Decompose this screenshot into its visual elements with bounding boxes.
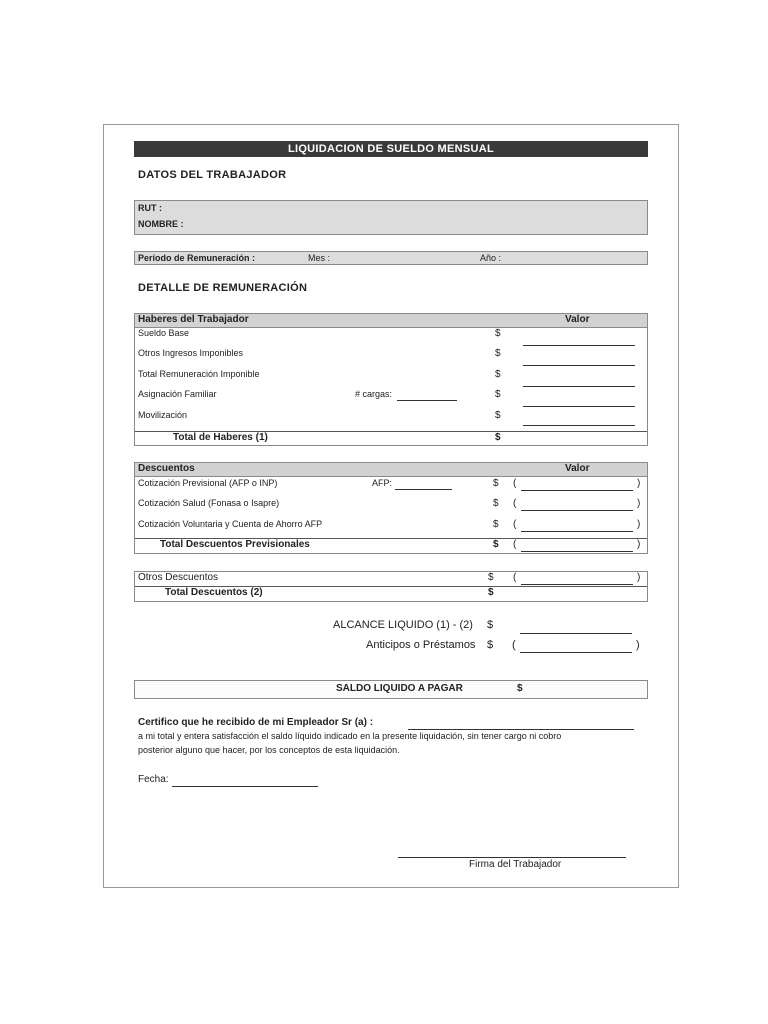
saldo-liquido-box bbox=[134, 680, 648, 699]
dollar-sign: $ bbox=[493, 478, 499, 489]
firma-label: Firma del Trabajador bbox=[469, 859, 562, 870]
descuentos-table bbox=[134, 462, 648, 554]
dollar-sign: $ bbox=[495, 328, 501, 339]
close-paren: ) bbox=[637, 539, 641, 550]
otros-descuentos-box bbox=[134, 571, 648, 602]
salud-value-line bbox=[521, 510, 633, 511]
rut-label: RUT : bbox=[138, 203, 162, 213]
dollar-sign: $ bbox=[487, 619, 494, 631]
haberes-row-otros-ingresos: Otros Ingresos Imponibles bbox=[138, 348, 244, 358]
total-imponible-value-line bbox=[523, 386, 635, 387]
dollar-sign: $ bbox=[495, 348, 501, 359]
sueldo-base-value-line bbox=[523, 345, 635, 346]
anio-label: Año : bbox=[480, 253, 502, 263]
haberes-valor-header: Valor bbox=[565, 314, 590, 325]
open-paren: ( bbox=[513, 572, 517, 583]
open-paren: ( bbox=[513, 478, 517, 489]
close-paren: ) bbox=[636, 639, 640, 651]
haberes-header: Haberes del Trabajador bbox=[138, 314, 249, 325]
voluntaria-value-line bbox=[521, 531, 633, 532]
dollar-sign: $ bbox=[495, 410, 501, 421]
haberes-row-movilizacion: Movilización bbox=[138, 410, 188, 420]
detalle-heading: DETALLE DE REMUNERACIÓN bbox=[138, 282, 308, 294]
form-title: LIQUIDACION DE SUELDO MENSUAL bbox=[134, 141, 648, 157]
saldo-liquido-label: SALDO LIQUIDO A PAGAR bbox=[336, 683, 463, 694]
asignacion-value-line bbox=[523, 406, 635, 407]
descuentos-header-row bbox=[135, 463, 647, 477]
alcance-liquido-value-line bbox=[520, 633, 632, 634]
otros-descuentos-value-line bbox=[521, 584, 633, 585]
haberes-row-asignacion-familiar: Asignación Familiar bbox=[138, 389, 217, 399]
certifico-heading: Certifico que he recibido de mi Empleador Sr (a) : bbox=[138, 717, 374, 728]
dollar-sign: $ bbox=[495, 369, 501, 380]
previsional-value-line bbox=[521, 490, 633, 491]
dollar-sign: $ bbox=[495, 432, 501, 443]
dollar-sign: $ bbox=[517, 683, 523, 694]
cargas-label: # cargas: bbox=[355, 389, 393, 399]
nombre-label: NOMBRE : bbox=[138, 219, 184, 229]
open-paren: ( bbox=[513, 498, 517, 509]
haberes-header-row bbox=[135, 314, 647, 328]
close-paren: ) bbox=[637, 519, 641, 530]
empleador-line bbox=[408, 729, 634, 730]
total-previsionales-label: Total Descuentos Previsionales bbox=[160, 539, 310, 550]
close-paren: ) bbox=[637, 498, 641, 509]
open-paren: ( bbox=[512, 639, 516, 651]
total-haberes-label: Total de Haberes (1) bbox=[173, 432, 268, 443]
dollar-sign: $ bbox=[495, 389, 501, 400]
datos-heading: DATOS DEL TRABAJADOR bbox=[138, 169, 287, 181]
afp-label: AFP: bbox=[372, 478, 393, 488]
open-paren: ( bbox=[513, 539, 517, 550]
descuentos-header: Descuentos bbox=[138, 463, 195, 474]
mes-label: Mes : bbox=[308, 253, 331, 263]
close-paren: ) bbox=[637, 572, 641, 583]
fecha-label: Fecha: bbox=[138, 774, 169, 785]
total-previsionales-value-line bbox=[521, 551, 633, 552]
afp-line bbox=[395, 489, 452, 490]
dollar-sign: $ bbox=[493, 498, 499, 509]
descuentos-row-previsional: Cotización Previsional (AFP o INP) bbox=[138, 478, 278, 488]
dollar-sign: $ bbox=[487, 639, 494, 651]
dollar-sign: $ bbox=[493, 519, 499, 530]
descuentos-row-salud: Cotización Salud (Fonasa o Isapre) bbox=[138, 498, 280, 508]
fecha-line bbox=[172, 786, 318, 787]
open-paren: ( bbox=[513, 519, 517, 530]
descuentos-valor-header: Valor bbox=[565, 463, 590, 474]
cargas-line bbox=[397, 400, 457, 401]
otros-descuentos-label: Otros Descuentos bbox=[138, 572, 219, 583]
worker-data-box bbox=[134, 200, 648, 235]
dollar-sign: $ bbox=[488, 587, 494, 598]
firma-line bbox=[398, 857, 626, 858]
certifico-text-line2: posterior alguno que hacer, por los conceptos de esta liquidación. bbox=[138, 745, 400, 755]
anticipos-label: Anticipos o Préstamos bbox=[366, 639, 476, 651]
haberes-row-total-imponible: Total Remuneración Imponible bbox=[138, 369, 260, 379]
otros-ingresos-value-line bbox=[523, 365, 635, 366]
anticipos-value-line bbox=[520, 652, 632, 653]
certifico-text-line1: a mi total y entera satisfacción el saldo líquido indicado en la presente liquidación, sin tener cargo ni cobro bbox=[138, 731, 562, 741]
total-descuentos-label: Total Descuentos (2) bbox=[165, 587, 263, 598]
dollar-sign: $ bbox=[493, 539, 499, 550]
payroll-form-page bbox=[103, 124, 679, 888]
close-paren: ) bbox=[637, 478, 641, 489]
periodo-label: Período de Remuneración : bbox=[138, 253, 256, 263]
haberes-table bbox=[134, 313, 648, 446]
movilizacion-value-line bbox=[523, 425, 635, 426]
dollar-sign: $ bbox=[488, 572, 494, 583]
haberes-row-sueldo-base: Sueldo Base bbox=[138, 328, 190, 338]
periodo-box bbox=[134, 251, 648, 265]
descuentos-row-voluntaria: Cotización Voluntaria y Cuenta de Ahorro AFP bbox=[138, 519, 323, 529]
alcance-liquido-label: ALCANCE LIQUIDO (1) - (2) bbox=[333, 619, 473, 631]
